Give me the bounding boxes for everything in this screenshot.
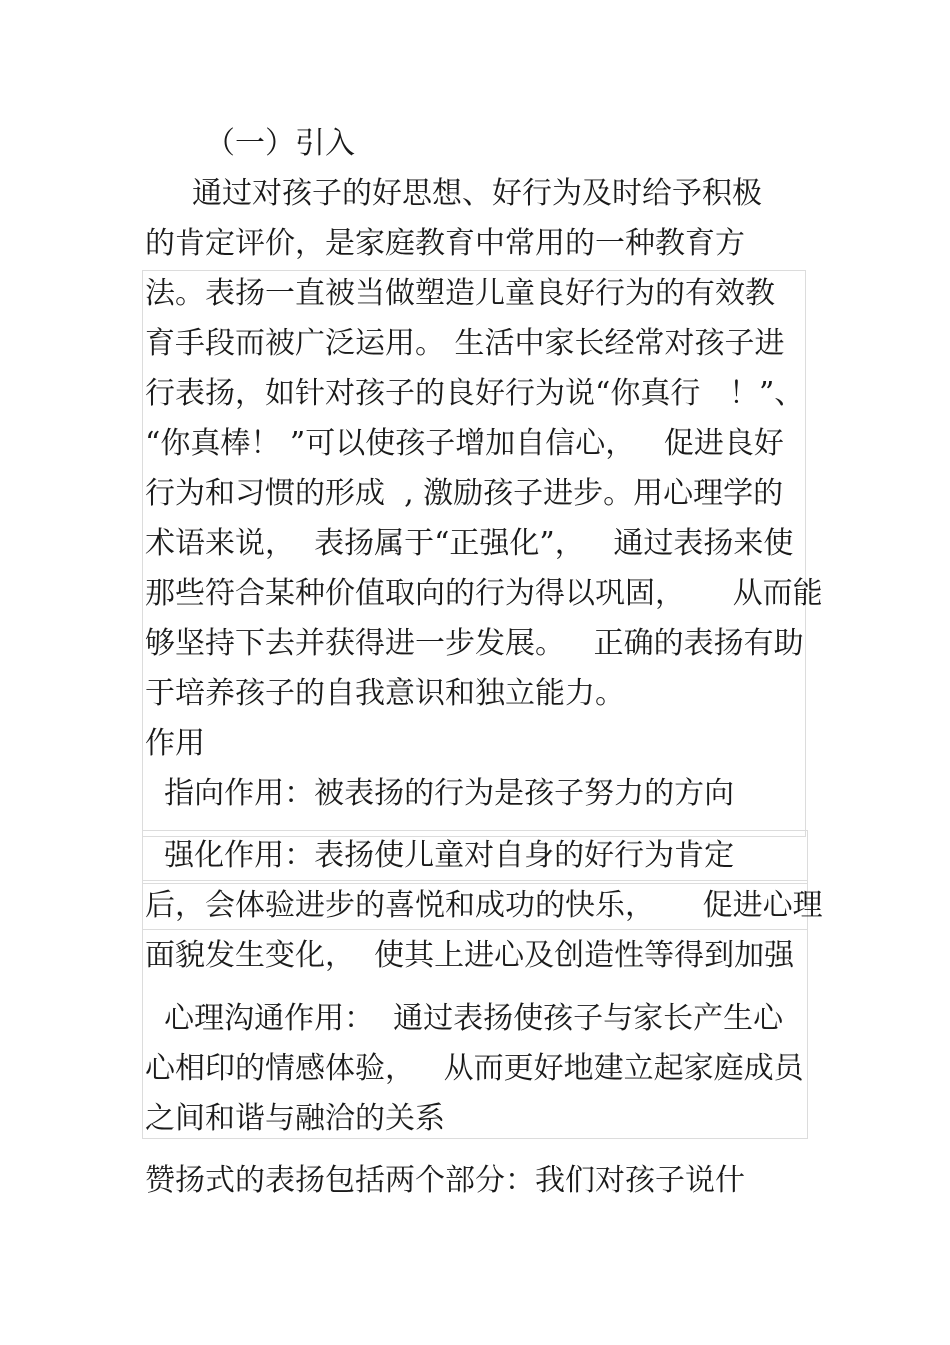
- communication-line: 之间和谐与融洽的关系: [145, 1101, 445, 1136]
- communication-line: 心理沟通作用： 通过表扬使孩子与家长产生心: [145, 1001, 784, 1036]
- paragraph-line: 法。表扬一直被当做塑造儿童良好行为的有效教: [145, 276, 775, 311]
- closing-line: 赞扬式的表扬包括两个部分：我们对孩子说什: [145, 1163, 745, 1198]
- paragraph-line: 术语来说， 表扬属于“正强化”， 通过表扬来使: [145, 526, 794, 561]
- paragraph-line: 行为和习惯的形成 , 激励孩子进步。用心理学的: [145, 476, 784, 511]
- section-label: 作用: [145, 726, 205, 761]
- direction-item: 指向作用：被表扬的行为是孩子努力的方向: [145, 776, 735, 811]
- paragraph-line: 育手段而被广泛运用。 生活中家长经常对孩子进: [145, 326, 785, 361]
- paragraph-line: 行表扬，如针对孩子的良好行为说“你真行 ！”、: [145, 376, 805, 411]
- paragraph-line: 通过对孩子的好思想、好行为及时给予积极: [192, 176, 762, 211]
- reinforce-line: 面貌发生变化， 使其上进心及创造性等得到加强: [145, 938, 795, 973]
- paragraph-line: 够坚持下去并获得进一步发展。 正确的表扬有助: [145, 626, 804, 661]
- paragraph-line: 于培养孩子的自我意识和独立能力。: [145, 676, 625, 711]
- paragraph-line: 的肯定评价，是家庭教育中常用的一种教育方: [145, 226, 745, 261]
- section-heading: （一）引入: [205, 126, 355, 161]
- paragraph-line: “你真棒！ ”可以使孩子增加自信心， 促进良好: [145, 426, 784, 461]
- reinforce-line: 强化作用：表扬使儿童对自身的好行为肯定: [145, 838, 735, 873]
- paragraph-line: 那些符合某种价值取向的行为得以巩固， 从而能: [145, 576, 823, 611]
- reinforce-line: 后，会体验进步的喜悦和成功的快乐， 促进心理: [145, 888, 823, 923]
- communication-line: 心相印的情感体验， 从而更好地建立起家庭成员: [145, 1051, 804, 1086]
